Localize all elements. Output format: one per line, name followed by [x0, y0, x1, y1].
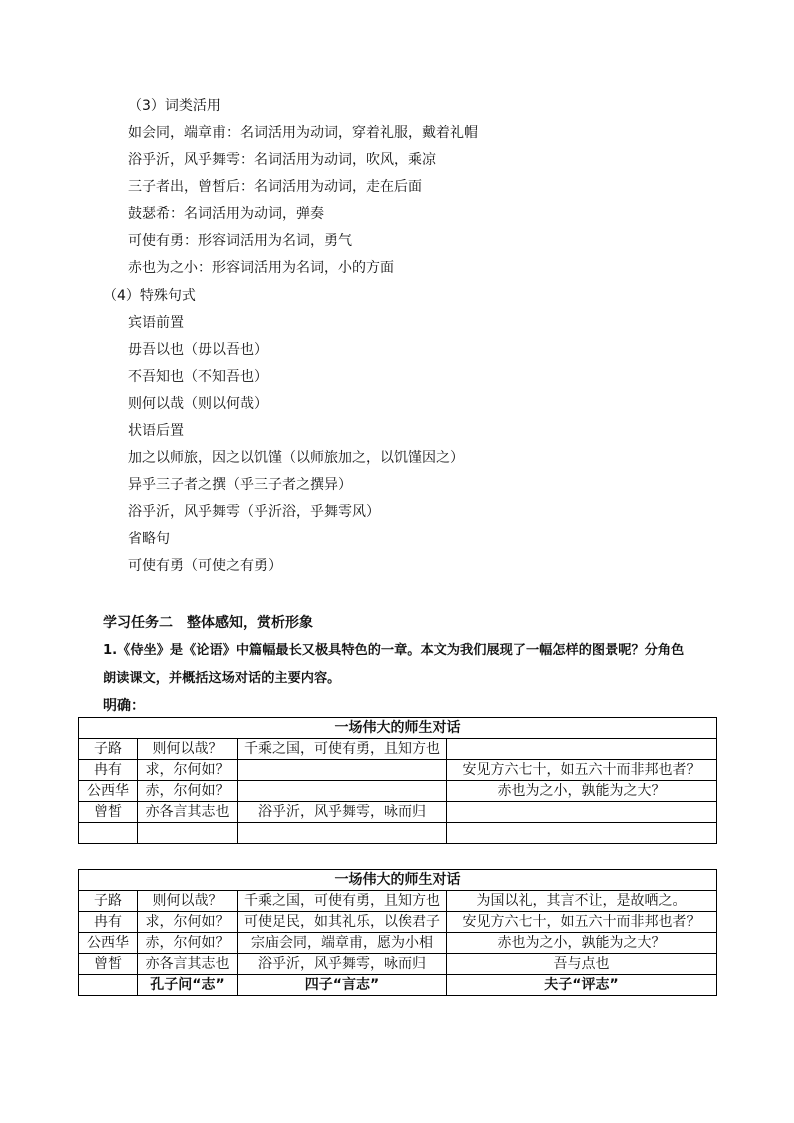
table-row — [79, 802, 717, 823]
table-cell: 亦各言其志也 — [138, 802, 238, 823]
table-cell: 赤，尔何如？ — [138, 781, 238, 802]
task2-answer-label: 明确： — [103, 698, 145, 714]
table-cell: 赤也为之小，孰能为之大？ — [447, 781, 717, 802]
table-cell: 赤也为之小，孰能为之大？ — [447, 933, 717, 954]
table-cell: 子路 — [79, 891, 138, 912]
table-cell: 冉有 — [79, 912, 138, 933]
table-cell: 千乘之国，可使有勇，且知方也 — [238, 891, 447, 912]
table-row — [79, 781, 717, 802]
table-cell: 赤，尔何如？ — [138, 933, 238, 954]
task2-question-line1: 1.《侍坐》是《论语》中篇幅最长又极具特色的一章。本文为我们展现了一幅怎样的图景呢？分角色 — [103, 643, 685, 658]
task2-title: 学习任务二 整体感知，赏析形象 — [103, 615, 313, 631]
section3-item: 鼓瑟希：名词活用为动词，弹奏 — [128, 206, 324, 222]
table-cell — [238, 760, 447, 781]
table-row — [79, 823, 717, 844]
table-cell: 公西华 — [79, 933, 138, 954]
table-cell: 求，尔何如？ — [138, 912, 238, 933]
table-cell: 曾皙 — [79, 954, 138, 975]
table-cell: 则何以哉？ — [138, 891, 238, 912]
section4-item: 宾语前置 — [128, 315, 184, 331]
table-cell: 安见方六七十，如五六十而非邦也者？ — [447, 760, 717, 781]
section4-item: 省略句 — [128, 531, 170, 547]
table-cell — [238, 823, 447, 844]
section4-item: 浴乎沂，风乎舞雩（乎沂浴，乎舞雩风） — [128, 504, 380, 520]
table-cell — [79, 823, 138, 844]
section4-item: 状语后置 — [128, 423, 184, 439]
table-cell: 安见方六七十，如五六十而非邦也者？ — [447, 912, 717, 933]
table-row — [79, 933, 717, 954]
table-cell — [79, 975, 138, 996]
table-cell — [447, 739, 717, 760]
table-cell: 浴乎沂，风乎舞雩，咏而归 — [238, 954, 447, 975]
table-cell — [447, 802, 717, 823]
table-cell — [447, 823, 717, 844]
table-cell: 吾与点也 — [447, 954, 717, 975]
table-cell: 曾皙 — [79, 802, 138, 823]
table-cell: 冉有 — [79, 760, 138, 781]
table-cell — [138, 823, 238, 844]
dialogue-table-2 — [78, 869, 717, 996]
table-row — [79, 891, 717, 912]
section4-item: 可使有勇（可使之有勇） — [128, 558, 282, 574]
table-title: 一场伟大的师生对话 — [79, 718, 717, 739]
table-cell: 子路 — [79, 739, 138, 760]
section4-heading: （4）特殊句式 — [103, 288, 196, 304]
table-row — [79, 954, 717, 975]
table-row — [79, 739, 717, 760]
table-cell: 浴乎沂，风乎舞雩，咏而归 — [238, 802, 447, 823]
dialogue-table-1 — [78, 717, 717, 844]
table-footer-row — [79, 975, 717, 996]
section4-item: 异乎三子者之撰（乎三子者之撰异） — [128, 477, 352, 493]
section3-item: 如会同，端章甫：名词活用为动词，穿着礼服，戴着礼帽 — [128, 125, 478, 141]
task2-question-line2: 朗读课文，并概括这场对话的主要内容。 — [103, 671, 341, 686]
table-cell: 四子“言志” — [238, 975, 447, 996]
table-cell: 公西华 — [79, 781, 138, 802]
section3-heading: （3）词类活用 — [128, 98, 221, 114]
table-title: 一场伟大的师生对话 — [79, 870, 717, 891]
table-cell: 亦各言其志也 — [138, 954, 238, 975]
table-cell — [238, 781, 447, 802]
table-cell: 可使足民，如其礼乐，以俟君子 — [238, 912, 447, 933]
section4-item: 加之以师旅，因之以饥馑（以师旅加之，以饥馑因之） — [128, 450, 464, 466]
table-cell: 夫子“评志” — [447, 975, 717, 996]
table-row — [79, 760, 717, 781]
table-cell: 为国以礼，其言不让，是故哂之。 — [447, 891, 717, 912]
section4-item: 则何以哉（则以何哉） — [128, 396, 268, 412]
section3-item: 可使有勇：形容词活用为名词，勇气 — [128, 233, 352, 249]
section4-item: 不吾知也（不知吾也） — [128, 369, 268, 385]
section4-item: 毋吾以也（毋以吾也） — [128, 342, 268, 358]
table-cell: 宗庙会同，端章甫，愿为小相 — [238, 933, 447, 954]
section3-item: 三子者出，曾皙后：名词活用为动词，走在后面 — [128, 179, 422, 195]
table-cell: 千乘之国，可使有勇，且知方也 — [238, 739, 447, 760]
section3-item: 赤也为之小：形容词活用为名词，小的方面 — [128, 260, 394, 276]
table-row — [79, 912, 717, 933]
table-cell: 孔子问“志” — [138, 975, 238, 996]
table-cell: 则何以哉？ — [138, 739, 238, 760]
section3-item: 浴乎沂，风乎舞雩：名词活用为动词，吹风，乘凉 — [128, 152, 436, 168]
table-cell: 求，尔何如？ — [138, 760, 238, 781]
